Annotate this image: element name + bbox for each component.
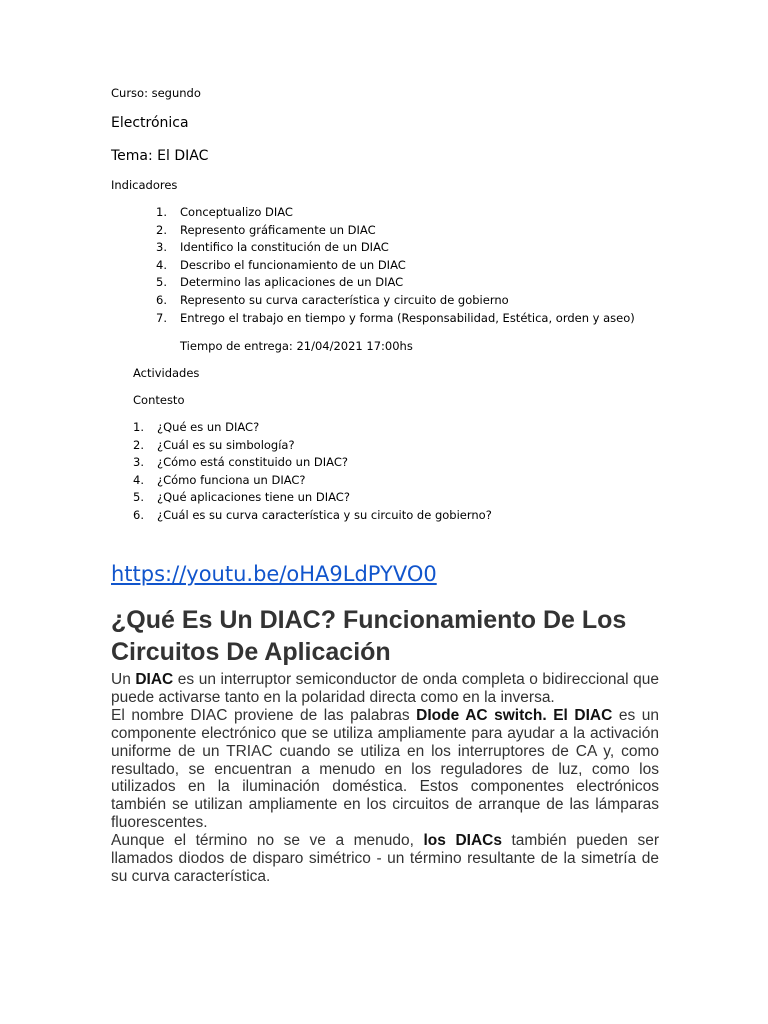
preguntas-list xyxy=(133,419,492,525)
actividades-label: Actividades xyxy=(133,366,200,380)
article-paragraph-1: Un DIAC es un interruptor semiconductor de onda completa o bidireccional que puede activarse tanto en la polaridad directa como en la inversa. xyxy=(111,671,659,706)
article-body xyxy=(111,671,659,886)
entrega-line: Tiempo de entrega: 21/04/2021 17:00hs xyxy=(180,339,413,353)
list-item: 1. Conceptualizo DIAC xyxy=(156,205,293,219)
list-item: 6. ¿Cuál es su curva característica y su circuito de gobierno? xyxy=(133,507,492,522)
list-item: 2. ¿Cuál es su simbología? xyxy=(133,437,295,452)
list-item: 2. Represento gráficamente un DIAC xyxy=(156,222,376,237)
youtube-link[interactable]: https://youtu.be/oHA9LdPYVO0 xyxy=(111,562,437,586)
contesto-label: Contesto xyxy=(133,393,185,407)
curso-line: Curso: segundo xyxy=(111,86,201,100)
tema-line: Tema: El DIAC xyxy=(111,148,209,164)
materia-line: Electrónica xyxy=(111,115,189,131)
article-title: ¿Qué Es Un DIAC? Funcionamiento De Los Circuitos De Aplicación xyxy=(111,606,627,666)
list-item: 4. ¿Cómo funciona un DIAC? xyxy=(133,472,306,487)
article-paragraph-3: Aunque el término no se ve a menudo, los DIACs también pueden ser llamados diodos de disparo simétrico - un término resultante de la simetría de su curva característica. xyxy=(111,832,659,885)
list-item: 6. Represento su curva característica y circuito de gobierno xyxy=(156,292,509,307)
indicadores-label: Indicadores xyxy=(111,178,178,192)
list-item: 5. Determino las aplicaciones de un DIAC xyxy=(156,275,404,290)
list-item: 3. Identifico la constitución de un DIAC xyxy=(156,240,389,255)
article-paragraph-2: El nombre DIAC proviene de las palabras DIode AC switch. El DIAC es un componente electrónico que se utiliza ampliamente para ayudar a la activación uniforme de un TRIAC cuando se utiliza en los interruptores de CA y, como resultado, se encuentran a menudo en los reguladores de luz, como los utilizados en la iluminación doméstica. Estos componentes electrónicos también se utilizan ampliamente en los circuitos de arranque de las lámparas fluorescentes. xyxy=(111,706,659,832)
indicadores-list xyxy=(156,204,635,327)
list-item: 7. Entrego el trabajo en tiempo y forma (Responsabilidad, Estética, orden y aseo) xyxy=(156,310,635,325)
list-item: 5. ¿Qué aplicaciones tiene un DIAC? xyxy=(133,490,350,505)
list-item: 3. ¿Cómo está constituido un DIAC? xyxy=(133,455,348,470)
list-item: 1. ¿Qué es un DIAC? xyxy=(133,420,260,434)
list-item: 4. Describo el funcionamiento de un DIAC xyxy=(156,257,406,272)
